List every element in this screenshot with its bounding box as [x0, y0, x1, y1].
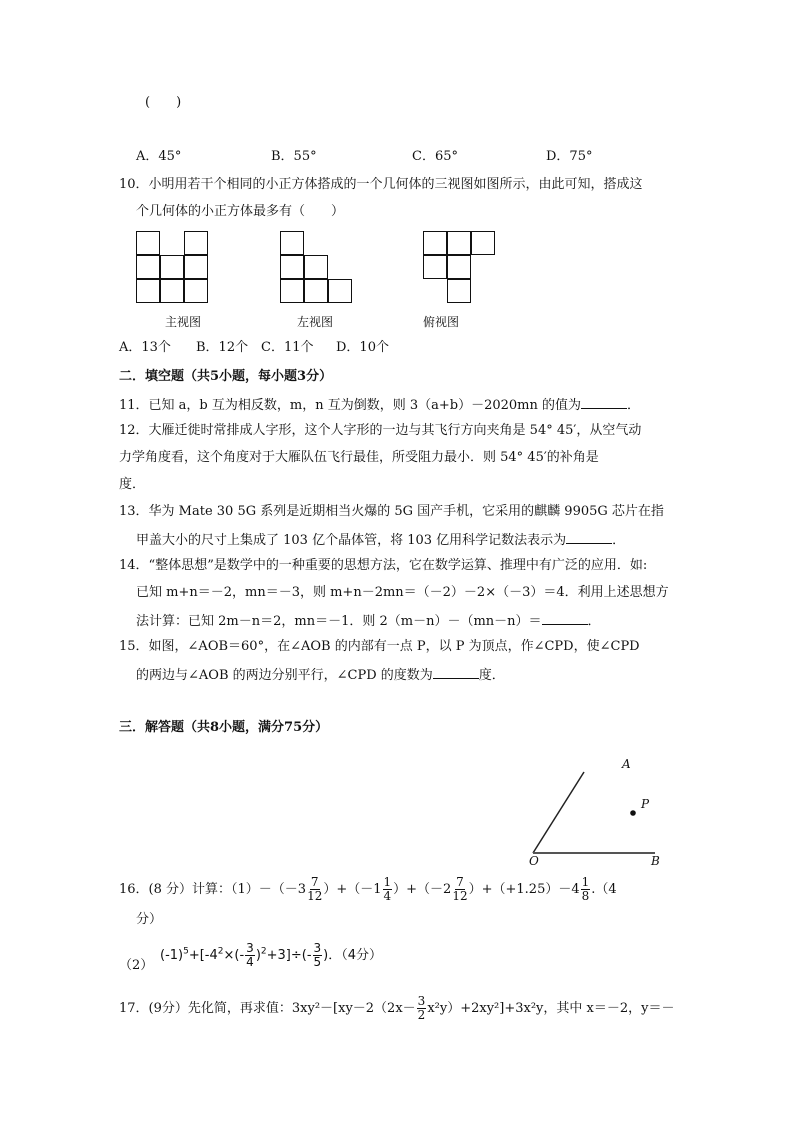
q12-line2: 力学角度看，这个角度对于大雁队伍飞行最佳，所受阻力最小．则 54° 45′的补角是	[119, 450, 599, 465]
fraction: $\frac{3}{4}$	[246, 941, 254, 969]
q14-text: 法计算：已知 2m－n＝2，mn＝－1．则 2（m－n）－（mn－n）＝	[136, 614, 542, 629]
q10-option-a: A．13个	[119, 340, 171, 355]
label-p: P	[641, 797, 650, 811]
q9-option-c: C．65°	[412, 149, 458, 164]
angle-aob-figure	[520, 755, 670, 870]
caption-front-view: 主视图	[165, 315, 202, 329]
fraction: $\frac{7}{12}$	[452, 875, 468, 903]
fraction: $\frac{1}{8}$	[581, 875, 590, 903]
fraction: $\frac{3}{2}$	[417, 994, 426, 1022]
label-b: B	[651, 854, 660, 868]
q12-line1: 12．大雁迁徙时常排成人字形，这个人字形的一边与其飞行方向夹角是 54° 45′，从空气动	[119, 423, 642, 438]
q16-part2: $(-1)^5+[-4^2\times(-$ $\frac{3}{4}$ )$^2$+3]÷(- $\frac{3}{5}$ )．（4分）	[160, 941, 382, 969]
q16-part2-label: （2）	[119, 958, 154, 973]
q16-text: ）+（+1.25）－4	[468, 882, 580, 897]
q9-option-d: D．75°	[546, 149, 593, 164]
answer-blank	[542, 612, 588, 625]
label-a: A	[622, 757, 631, 771]
q16-text: .（4	[591, 882, 617, 897]
q10-option-d: D．10个	[336, 340, 389, 355]
answer-blank	[581, 396, 627, 409]
q14-line1: 14．“整体思想”是数学中的一种重要的思想方法，它在数学运算、推理中有广泛的应用．如:	[119, 558, 648, 573]
section2-heading: 二．填空题（共5小题，每小题3分）	[119, 369, 333, 384]
q16-text: ）+（－1	[323, 882, 382, 897]
q9-paren: ( )	[145, 95, 182, 110]
q11: 11．已知 a，b 互为相反数，m，n 互为倒数，则 3（a+b）－2020mn 的值为 ．	[119, 398, 641, 413]
answer-blank	[433, 666, 479, 679]
q17-text: 17．(9分）先化简，再求值：3xy²－[xy－2（2x－	[119, 1001, 416, 1016]
q16-cont: 分）	[136, 912, 163, 927]
fraction: $\frac{3}{5}$	[313, 941, 322, 969]
q13-text: 甲盖大小的尺寸上集成了 103 亿个晶体管，将 103 亿用科学记数法表示为	[136, 533, 567, 548]
q17-text: x²y）+2xy²]+3x²y，其中 x＝－2，y＝－	[427, 1001, 675, 1016]
answer-blank	[566, 531, 612, 544]
q12-line3: 度．	[119, 477, 146, 492]
q14-line3: 法计算：已知 2m－n＝2，mn＝－1．则 2（m－n）－（mn－n）＝ ．	[136, 614, 601, 629]
fraction: $\frac{7}{12}$	[307, 875, 323, 903]
q17	[119, 995, 674, 1022]
caption-top-view: 俯视图	[423, 315, 460, 329]
caption-left-view: 左视图	[297, 315, 334, 329]
q15-line1: 15．如图，∠AOB＝60°，在∠AOB 的内部有一点 P，以 P 为顶点，作∠CPD，使∠CPD	[119, 639, 640, 654]
q9-option-a: A．45°	[136, 149, 182, 164]
q16-text: 16．(8 分）计算：（1）－（－3	[119, 882, 307, 897]
q9-option-b: B．55°	[271, 149, 317, 164]
q10-line1: 10．小明用若干个相同的小正方体搭成的一个几何体的三视图如图所示，由此可知，搭成这	[119, 177, 643, 192]
q14-line2: 已知 m+n＝－2，mn＝－3，则 m+n－2mn＝（－2）－2×（－3）＝4．利用上述思想方	[136, 585, 669, 600]
fraction: $\frac{1}{4}$	[383, 875, 392, 903]
q10-option-c: C．11个	[261, 340, 314, 355]
q15-line2	[136, 666, 505, 684]
q11-text: 11．已知 a，b 互为相反数，m，n 互为倒数，则 3（a+b）－2020mn 的值为	[119, 398, 581, 413]
q15-text: 的两边与∠AOB 的两边分别平行，∠CPD 的度数为	[136, 668, 433, 683]
q16-part1	[119, 876, 617, 903]
q16-text: ）+（－2	[393, 882, 452, 897]
q10-option-b: B．12个	[196, 340, 249, 355]
label-o: O	[529, 854, 539, 868]
ray-oa	[533, 772, 584, 853]
section3-heading: 三．解答题（共8小题，满分75分）	[119, 720, 329, 735]
q13-line1: 13．华为 Mate 30 5G 系列是近期相当火爆的 5G 国产手机，它采用的麒麟 9905G 芯片在指	[119, 504, 664, 519]
q15-unit: 度．	[478, 668, 505, 683]
point-p	[630, 810, 636, 816]
q13-line2: 甲盖大小的尺寸上集成了 103 亿个晶体管，将 103 亿用科学记数法表示为 ．	[136, 533, 626, 548]
q10-line2: 个几何体的小正方体最多有（ ）	[136, 204, 345, 219]
